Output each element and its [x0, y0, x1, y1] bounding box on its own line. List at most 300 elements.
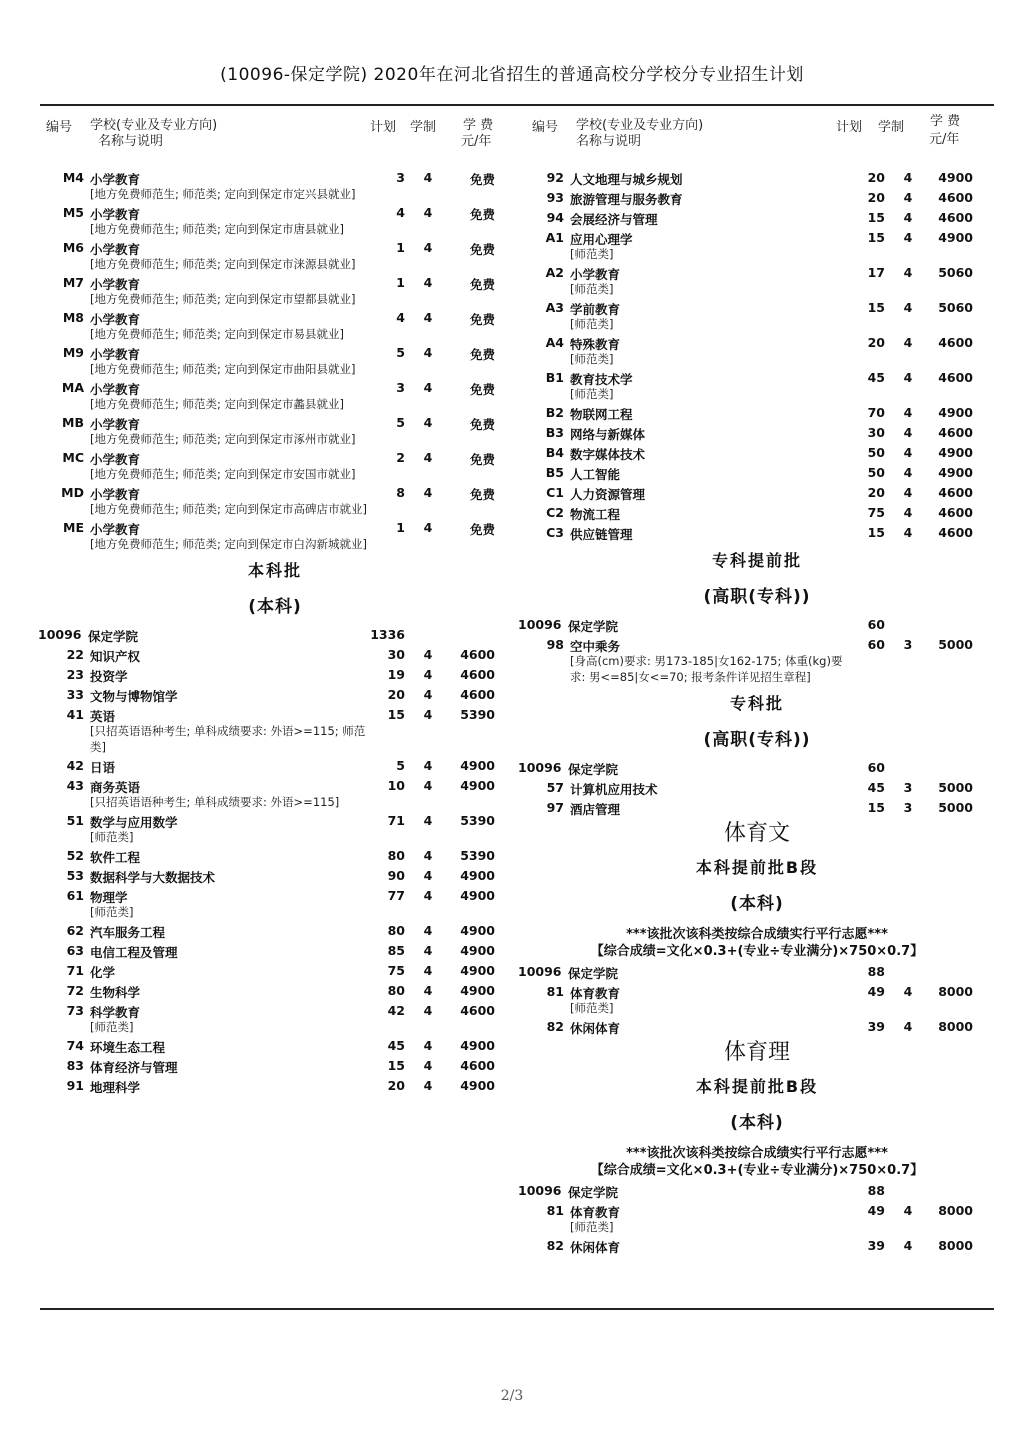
batch-heading: 专科提前批 — [711, 551, 802, 570]
tuition-fee: 免费 — [469, 312, 495, 327]
plan-count: 15 — [867, 800, 885, 815]
plan-count: 39 — [867, 1238, 885, 1253]
major-row — [520, 208, 994, 228]
duration-years: 4 — [903, 210, 913, 225]
plan-count: 80 — [387, 848, 405, 863]
tuition-fee: 4900 — [460, 758, 495, 773]
tuition-fee: 8000 — [938, 1203, 973, 1218]
tuition-fee: 4600 — [938, 525, 973, 540]
major-row — [40, 685, 510, 705]
plan-count: 1 — [396, 520, 405, 535]
major-code: 10096 — [518, 760, 562, 775]
duration-years: 4 — [903, 1203, 913, 1218]
duration-years: 4 — [423, 520, 433, 535]
plan-count: 80 — [387, 983, 405, 998]
major-code: 82 — [546, 1019, 564, 1034]
tuition-fee: 4600 — [938, 370, 973, 385]
major-code: 92 — [546, 170, 564, 185]
major-row — [40, 413, 510, 433]
school-row — [520, 615, 994, 635]
tuition-fee: 5000 — [938, 780, 973, 795]
duration-years: 4 — [903, 230, 913, 245]
major-row — [40, 378, 510, 398]
plan-count: 42 — [387, 1003, 405, 1018]
major-code: B2 — [545, 405, 564, 420]
plan-count: 8 — [396, 485, 405, 500]
major-code: 10096 — [518, 1183, 562, 1198]
major-row — [40, 981, 510, 1001]
major-code: 72 — [66, 983, 84, 998]
major-note: [师范类] — [570, 352, 614, 366]
plan-count: 1 — [396, 240, 405, 255]
header-fee-unit: 元/年 — [461, 134, 492, 149]
major-code: A2 — [545, 265, 564, 280]
major-name: 商务英语 — [90, 780, 141, 795]
plan-count: 39 — [867, 1019, 885, 1034]
duration-years: 4 — [423, 848, 433, 863]
plan-count: 30 — [387, 647, 405, 662]
tuition-fee: 4900 — [460, 1078, 495, 1093]
plan-count: 15 — [867, 300, 885, 315]
duration-years: 4 — [423, 1078, 433, 1093]
batch-heading: 专科批 — [729, 694, 784, 713]
tuition-fee: 4600 — [460, 647, 495, 662]
tuition-fee: 免费 — [469, 452, 495, 467]
duration-years: 4 — [903, 1019, 913, 1034]
major-name: 数据科学与大数据技术 — [90, 870, 216, 885]
duration-years: 4 — [903, 984, 913, 999]
major-row — [40, 756, 510, 776]
duration-years: 4 — [423, 758, 433, 773]
duration-years: 4 — [423, 813, 433, 828]
major-name: 人力资源管理 — [570, 487, 646, 502]
major-note: [地方免费师范生; 师范类; 定向到保定市唐县就业] — [90, 222, 345, 236]
plan-count: 45 — [387, 1038, 405, 1053]
tuition-fee: 4600 — [460, 667, 495, 682]
duration-years: 4 — [423, 240, 433, 255]
major-row — [520, 298, 994, 318]
major-code: 42 — [66, 758, 84, 773]
duration-years: 4 — [903, 370, 913, 385]
plan-count: 1 — [396, 275, 405, 290]
major-code: 81 — [546, 984, 564, 999]
major-name: 文物与博物馆学 — [90, 689, 178, 704]
plan-count: 20 — [387, 1078, 405, 1093]
major-name: 数字媒体技术 — [570, 447, 646, 462]
tuition-fee: 免费 — [469, 242, 495, 257]
major-name: 数学与应用数学 — [90, 815, 178, 830]
major-code: M9 — [62, 345, 84, 360]
major-note: [地方免费师范生; 师范类; 定向到保定市高碑店市就业] — [90, 502, 368, 516]
tuition-fee: 5000 — [938, 800, 973, 815]
plan-count: 50 — [867, 445, 885, 460]
tuition-fee: 5390 — [460, 848, 495, 863]
major-row — [520, 1201, 994, 1221]
level-heading: (高职(专科)) — [703, 587, 811, 607]
major-note: [只招英语语种考生; 单科成绩要求: 外语>=115] — [90, 795, 340, 809]
major-code: 10096 — [518, 617, 562, 632]
plan-count: 60 — [867, 637, 885, 652]
duration-years: 4 — [903, 425, 913, 440]
major-note: [师范类] — [90, 830, 134, 844]
duration-years: 4 — [423, 923, 433, 938]
duration-years: 4 — [423, 687, 433, 702]
header-desc: 名称与说明 — [576, 134, 642, 149]
tuition-fee: 4900 — [460, 888, 495, 903]
major-note: [地方免费师范生; 师范类; 定向到保定市涿州市就业] — [90, 432, 356, 446]
major-name: 人工智能 — [570, 467, 621, 482]
plan-count: 49 — [867, 984, 885, 999]
major-code: MD — [61, 485, 84, 500]
plan-count: 70 — [867, 405, 885, 420]
major-code: 91 — [66, 1078, 84, 1093]
duration-years: 4 — [423, 380, 433, 395]
plan-count: 71 — [387, 813, 405, 828]
tuition-fee: 4900 — [460, 778, 495, 793]
major-name: 人文地理与城乡规划 — [570, 172, 683, 187]
major-row — [520, 403, 994, 423]
major-row — [520, 503, 994, 523]
major-row — [40, 811, 510, 831]
major-name: 酒店管理 — [570, 802, 621, 817]
major-name: 小学教育 — [90, 487, 141, 502]
plan-count: 15 — [867, 525, 885, 540]
plan-count: 3 — [396, 380, 405, 395]
major-name: 保定学院 — [568, 966, 619, 981]
duration-years: 4 — [423, 868, 433, 883]
duration-years: 4 — [423, 345, 433, 360]
major-name: 体育教育 — [570, 1205, 621, 1220]
major-name: 环境生态工程 — [90, 1040, 166, 1055]
plan-count: 15 — [387, 707, 405, 722]
duration-years: 4 — [423, 310, 433, 325]
major-code: 10096 — [518, 964, 562, 979]
major-row — [520, 798, 994, 818]
duration-years: 4 — [423, 1058, 433, 1073]
school-row — [40, 625, 510, 645]
tuition-fee: 免费 — [469, 487, 495, 502]
major-code: 53 — [66, 868, 84, 883]
major-code: MB — [62, 415, 84, 430]
major-row — [40, 705, 510, 725]
major-row — [520, 333, 994, 353]
major-name: 小学教育 — [570, 267, 621, 282]
plan-count: 50 — [867, 465, 885, 480]
major-row — [520, 1236, 994, 1256]
major-row — [40, 921, 510, 941]
major-code: M7 — [62, 275, 84, 290]
tuition-fee: 5000 — [938, 637, 973, 652]
major-name: 物理学 — [90, 890, 128, 905]
major-row — [40, 308, 510, 328]
major-row — [40, 941, 510, 961]
category-heading: 体育文 — [723, 821, 790, 846]
plan-count: 77 — [387, 888, 405, 903]
major-note: [只招英语语种考生; 单科成绩要求: 外语>=115; 师范类] — [90, 724, 366, 754]
major-code: C1 — [546, 485, 564, 500]
major-name: 特殊教育 — [570, 337, 621, 352]
major-row — [40, 1056, 510, 1076]
major-name: 体育教育 — [570, 986, 621, 1001]
batch-heading: 本科提前批B段 — [695, 858, 819, 877]
tuition-fee: 免费 — [469, 277, 495, 292]
major-code: 61 — [66, 888, 84, 903]
duration-years: 4 — [903, 265, 913, 280]
school-row — [520, 758, 994, 778]
plan-count: 20 — [867, 485, 885, 500]
major-name: 地理科学 — [90, 1080, 141, 1095]
tuition-fee: 4600 — [938, 505, 973, 520]
duration-years: 4 — [903, 300, 913, 315]
major-name: 汽车服务工程 — [90, 925, 166, 940]
major-name: 保定学院 — [568, 619, 619, 634]
tuition-fee: 免费 — [469, 207, 495, 222]
major-note: [地方免费师范生; 师范类; 定向到保定市涞源县就业] — [90, 257, 356, 271]
major-row — [520, 778, 994, 798]
major-code: M6 — [62, 240, 84, 255]
major-row — [520, 188, 994, 208]
duration-years: 4 — [423, 1038, 433, 1053]
major-name: 小学教育 — [90, 452, 141, 467]
duration-years: 4 — [423, 707, 433, 722]
header-school: 学校(专业及专业方向) — [90, 118, 218, 133]
plan-count: 2 — [396, 450, 405, 465]
major-row — [40, 665, 510, 685]
notice-formula: 【综合成绩=文化×0.3+(专业÷专业满分)×750×0.7】 — [590, 944, 924, 959]
major-name: 旅游管理与服务教育 — [570, 192, 683, 207]
major-note: [地方免费师范生; 师范类; 定向到保定市定兴县就业] — [90, 187, 356, 201]
major-code: A3 — [545, 300, 564, 315]
major-name: 小学教育 — [90, 382, 141, 397]
major-row — [40, 203, 510, 223]
batch-heading: 本科批 — [247, 561, 302, 580]
tuition-fee: 4900 — [938, 170, 973, 185]
tuition-fee: 4900 — [938, 405, 973, 420]
plan-count: 20 — [867, 170, 885, 185]
major-row — [40, 518, 510, 538]
major-name: 软件工程 — [90, 850, 141, 865]
major-name: 小学教育 — [90, 242, 141, 257]
major-code: 52 — [66, 848, 84, 863]
major-name: 体育经济与管理 — [90, 1060, 178, 1075]
major-name: 保定学院 — [88, 629, 139, 644]
major-name: 应用心理学 — [570, 232, 633, 247]
major-code: B3 — [545, 425, 564, 440]
major-row — [520, 263, 994, 283]
plan-count: 45 — [867, 370, 885, 385]
header-plan: 计划 — [370, 120, 397, 135]
major-code: A1 — [545, 230, 564, 245]
major-name: 日语 — [90, 760, 116, 775]
tuition-fee: 4600 — [460, 1058, 495, 1073]
major-code: 62 — [66, 923, 84, 938]
major-row — [40, 776, 510, 796]
major-name: 小学教育 — [90, 522, 141, 537]
page-number: 2/3 — [500, 1388, 524, 1404]
tuition-fee: 免费 — [469, 417, 495, 432]
major-note: [地方免费师范生; 师范类; 定向到保定市白沟新城就业] — [90, 537, 368, 551]
left-rows — [40, 168, 510, 1096]
major-name: 英语 — [90, 709, 116, 724]
major-row — [520, 443, 994, 463]
duration-years: 3 — [903, 780, 913, 795]
major-note: [地方免费师范生; 师范类; 定向到保定市安国市就业] — [90, 467, 356, 481]
plan-count: 85 — [387, 943, 405, 958]
major-code: 97 — [546, 800, 564, 815]
left-header — [40, 110, 510, 168]
plan-count: 4 — [396, 310, 405, 325]
major-note: [师范类] — [570, 317, 614, 331]
major-code: 10096 — [38, 627, 82, 642]
notice-formula: 【综合成绩=文化×0.3+(专业÷专业满分)×750×0.7】 — [590, 1163, 924, 1178]
tuition-fee: 5390 — [460, 813, 495, 828]
major-name: 小学教育 — [90, 312, 141, 327]
duration-years: 4 — [423, 983, 433, 998]
major-code: MA — [61, 380, 84, 395]
plan-count: 4 — [396, 205, 405, 220]
batch-notice — [520, 922, 994, 962]
right-rows — [520, 168, 994, 1256]
major-name: 教育技术学 — [570, 372, 633, 387]
major-row — [40, 1001, 510, 1021]
plan-count: 45 — [867, 780, 885, 795]
tuition-fee: 5060 — [938, 265, 973, 280]
right-column — [520, 110, 994, 1256]
tuition-fee: 4600 — [938, 210, 973, 225]
tuition-fee: 4600 — [938, 335, 973, 350]
tuition-fee: 8000 — [938, 984, 973, 999]
major-name: 化学 — [90, 965, 116, 980]
major-note: [地方免费师范生; 师范类; 定向到保定市易县就业] — [90, 327, 345, 341]
major-row — [40, 846, 510, 866]
major-row — [520, 168, 994, 188]
major-row — [40, 1036, 510, 1056]
major-row — [520, 1017, 994, 1037]
plan-count: 90 — [387, 868, 405, 883]
major-note: [师范类] — [570, 387, 614, 401]
duration-years: 4 — [903, 525, 913, 540]
major-name: 物流工程 — [570, 507, 621, 522]
major-code: 98 — [546, 637, 564, 652]
major-name: 生物科学 — [90, 985, 141, 1000]
major-row — [520, 228, 994, 248]
major-code: 63 — [66, 943, 84, 958]
notice-line: ***该批次该科类按综合成绩实行平行志愿*** — [626, 927, 888, 942]
duration-years: 4 — [903, 405, 913, 420]
major-note: [师范类] — [570, 1001, 614, 1015]
batch-heading: 本科提前批B段 — [695, 1077, 819, 1096]
header-plan: 计划 — [836, 120, 863, 135]
major-code: 43 — [66, 778, 84, 793]
duration-years: 4 — [423, 485, 433, 500]
duration-years: 4 — [423, 275, 433, 290]
major-row — [40, 238, 510, 258]
tuition-fee: 免费 — [469, 347, 495, 362]
header-dur: 学制 — [878, 120, 905, 135]
tuition-fee: 4900 — [460, 943, 495, 958]
duration-years: 3 — [903, 800, 913, 815]
duration-years: 3 — [903, 637, 913, 652]
duration-years: 4 — [903, 445, 913, 460]
major-row — [40, 343, 510, 363]
tuition-fee: 4900 — [460, 963, 495, 978]
plan-count: 15 — [867, 210, 885, 225]
major-name: 空中乘务 — [570, 639, 621, 654]
major-code: 81 — [546, 1203, 564, 1218]
header-code: 编号 — [46, 120, 73, 135]
header-school: 学校(专业及专业方向) — [576, 118, 704, 133]
plan-count: 20 — [867, 190, 885, 205]
tuition-fee: 4900 — [460, 868, 495, 883]
major-row — [40, 645, 510, 665]
header-code: 编号 — [532, 120, 559, 135]
major-row — [520, 368, 994, 388]
duration-years: 4 — [903, 170, 913, 185]
major-row — [520, 463, 994, 483]
major-code: 51 — [66, 813, 84, 828]
tuition-fee: 4600 — [460, 1003, 495, 1018]
school-row — [520, 1181, 994, 1201]
major-name: 小学教育 — [90, 207, 141, 222]
major-row — [40, 1076, 510, 1096]
plan-count: 30 — [867, 425, 885, 440]
major-row — [520, 423, 994, 443]
duration-years: 4 — [423, 450, 433, 465]
major-name: 电信工程及管理 — [90, 945, 178, 960]
major-code: A4 — [545, 335, 564, 350]
major-code: C3 — [546, 525, 564, 540]
plan-count: 1336 — [370, 627, 405, 642]
major-name: 计算机应用技术 — [570, 782, 658, 797]
major-code: ME — [63, 520, 84, 535]
plan-count: 60 — [867, 617, 885, 632]
plan-count: 5 — [396, 415, 405, 430]
tuition-fee: 4900 — [938, 465, 973, 480]
major-name: 小学教育 — [90, 277, 141, 292]
major-name: 保定学院 — [568, 762, 619, 777]
major-note: [地方免费师范生; 师范类; 定向到保定市蠡县就业] — [90, 397, 345, 411]
major-note: [师范类] — [570, 247, 614, 261]
tuition-fee: 8000 — [938, 1238, 973, 1253]
major-code: C2 — [546, 505, 564, 520]
major-name: 小学教育 — [90, 347, 141, 362]
header-fee: 学 费 — [463, 118, 494, 133]
major-row — [40, 866, 510, 886]
top-rule — [40, 104, 994, 106]
duration-years: 4 — [903, 190, 913, 205]
plan-count: 3 — [396, 170, 405, 185]
major-code: MC — [62, 450, 84, 465]
major-name: 小学教育 — [90, 172, 141, 187]
tuition-fee: 4600 — [938, 190, 973, 205]
duration-years: 4 — [903, 505, 913, 520]
plan-count: 20 — [387, 687, 405, 702]
major-name: 知识产权 — [90, 649, 141, 664]
tuition-fee: 4900 — [460, 1038, 495, 1053]
major-name: 休闲体育 — [570, 1240, 621, 1255]
major-code: 33 — [66, 687, 84, 702]
major-code: B1 — [545, 370, 564, 385]
duration-years: 4 — [903, 335, 913, 350]
major-row — [520, 982, 994, 1002]
major-note: [师范类] — [570, 1220, 614, 1234]
major-code: M5 — [62, 205, 84, 220]
major-note: [地方免费师范生; 师范类; 定向到保定市曲阳县就业] — [90, 362, 356, 376]
plan-count: 10 — [387, 778, 405, 793]
plan-count: 88 — [867, 1183, 885, 1198]
major-code: 73 — [66, 1003, 84, 1018]
plan-count: 60 — [867, 760, 885, 775]
